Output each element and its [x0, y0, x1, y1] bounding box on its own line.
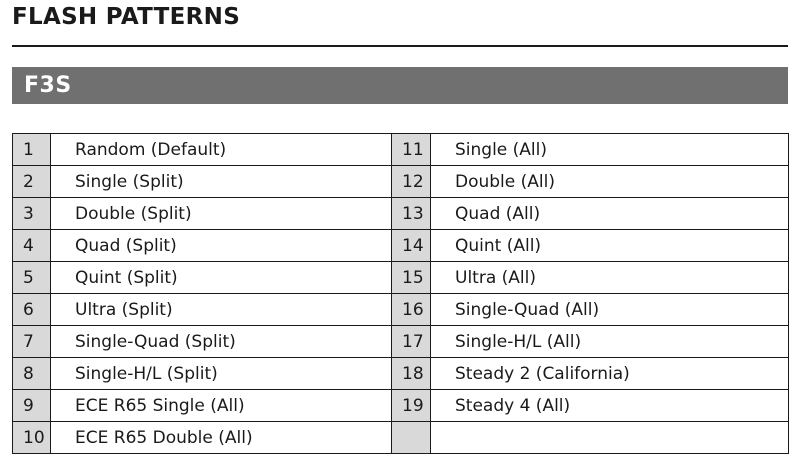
pattern-name: Single (Split) — [51, 166, 392, 198]
page-title: FLASH PATTERNS — [12, 4, 241, 30]
pattern-name: Single (All) — [431, 134, 789, 166]
pattern-name: Ultra (Split) — [51, 294, 392, 326]
pattern-name: Quint (Split) — [51, 262, 392, 294]
pattern-number: 8 — [13, 358, 51, 390]
pattern-number: 18 — [392, 358, 431, 390]
pattern-number: 11 — [392, 134, 431, 166]
table-row — [13, 326, 789, 358]
pattern-number: 15 — [392, 262, 431, 294]
pattern-number: 17 — [392, 326, 431, 358]
pattern-number: 1 — [13, 134, 51, 166]
pattern-number: 3 — [13, 198, 51, 230]
pattern-name: Ultra (All) — [431, 262, 789, 294]
pattern-number: 19 — [392, 390, 431, 422]
table-row — [13, 390, 789, 422]
section-title: F3S — [24, 73, 72, 98]
pattern-name: ECE R65 Single (All) — [51, 390, 392, 422]
pattern-name: Single-Quad (Split) — [51, 326, 392, 358]
pattern-name-empty — [431, 422, 789, 454]
table-row — [13, 262, 789, 294]
table-row — [13, 294, 789, 326]
pattern-name: Random (Default) — [51, 134, 392, 166]
pattern-name: ECE R65 Double (All) — [51, 422, 392, 454]
pattern-name: Single-H/L (Split) — [51, 358, 392, 390]
table-row — [13, 358, 789, 390]
pattern-number-empty — [392, 422, 431, 454]
table-row — [13, 134, 789, 166]
pattern-number: 9 — [13, 390, 51, 422]
pattern-name: Steady 4 (All) — [431, 390, 789, 422]
table-row — [13, 166, 789, 198]
pattern-name: Single-H/L (All) — [431, 326, 789, 358]
pattern-number: 2 — [13, 166, 51, 198]
pattern-number: 13 — [392, 198, 431, 230]
pattern-name: Double (All) — [431, 166, 789, 198]
pattern-number: 5 — [13, 262, 51, 294]
pattern-name: Quint (All) — [431, 230, 789, 262]
section-header-bar — [12, 67, 788, 104]
table-row — [13, 198, 789, 230]
pattern-name: Quad (All) — [431, 198, 789, 230]
pattern-name: Double (Split) — [51, 198, 392, 230]
table-row — [13, 230, 789, 262]
pattern-number: 4 — [13, 230, 51, 262]
pattern-number: 14 — [392, 230, 431, 262]
table-row — [13, 422, 789, 454]
pattern-number: 6 — [13, 294, 51, 326]
pattern-number: 16 — [392, 294, 431, 326]
pattern-number: 7 — [13, 326, 51, 358]
pattern-name: Quad (Split) — [51, 230, 392, 262]
flash-patterns-table — [12, 133, 789, 454]
title-divider — [12, 45, 788, 47]
pattern-number: 12 — [392, 166, 431, 198]
pattern-name: Steady 2 (California) — [431, 358, 789, 390]
pattern-number: 10 — [13, 422, 51, 454]
pattern-name: Single-Quad (All) — [431, 294, 789, 326]
